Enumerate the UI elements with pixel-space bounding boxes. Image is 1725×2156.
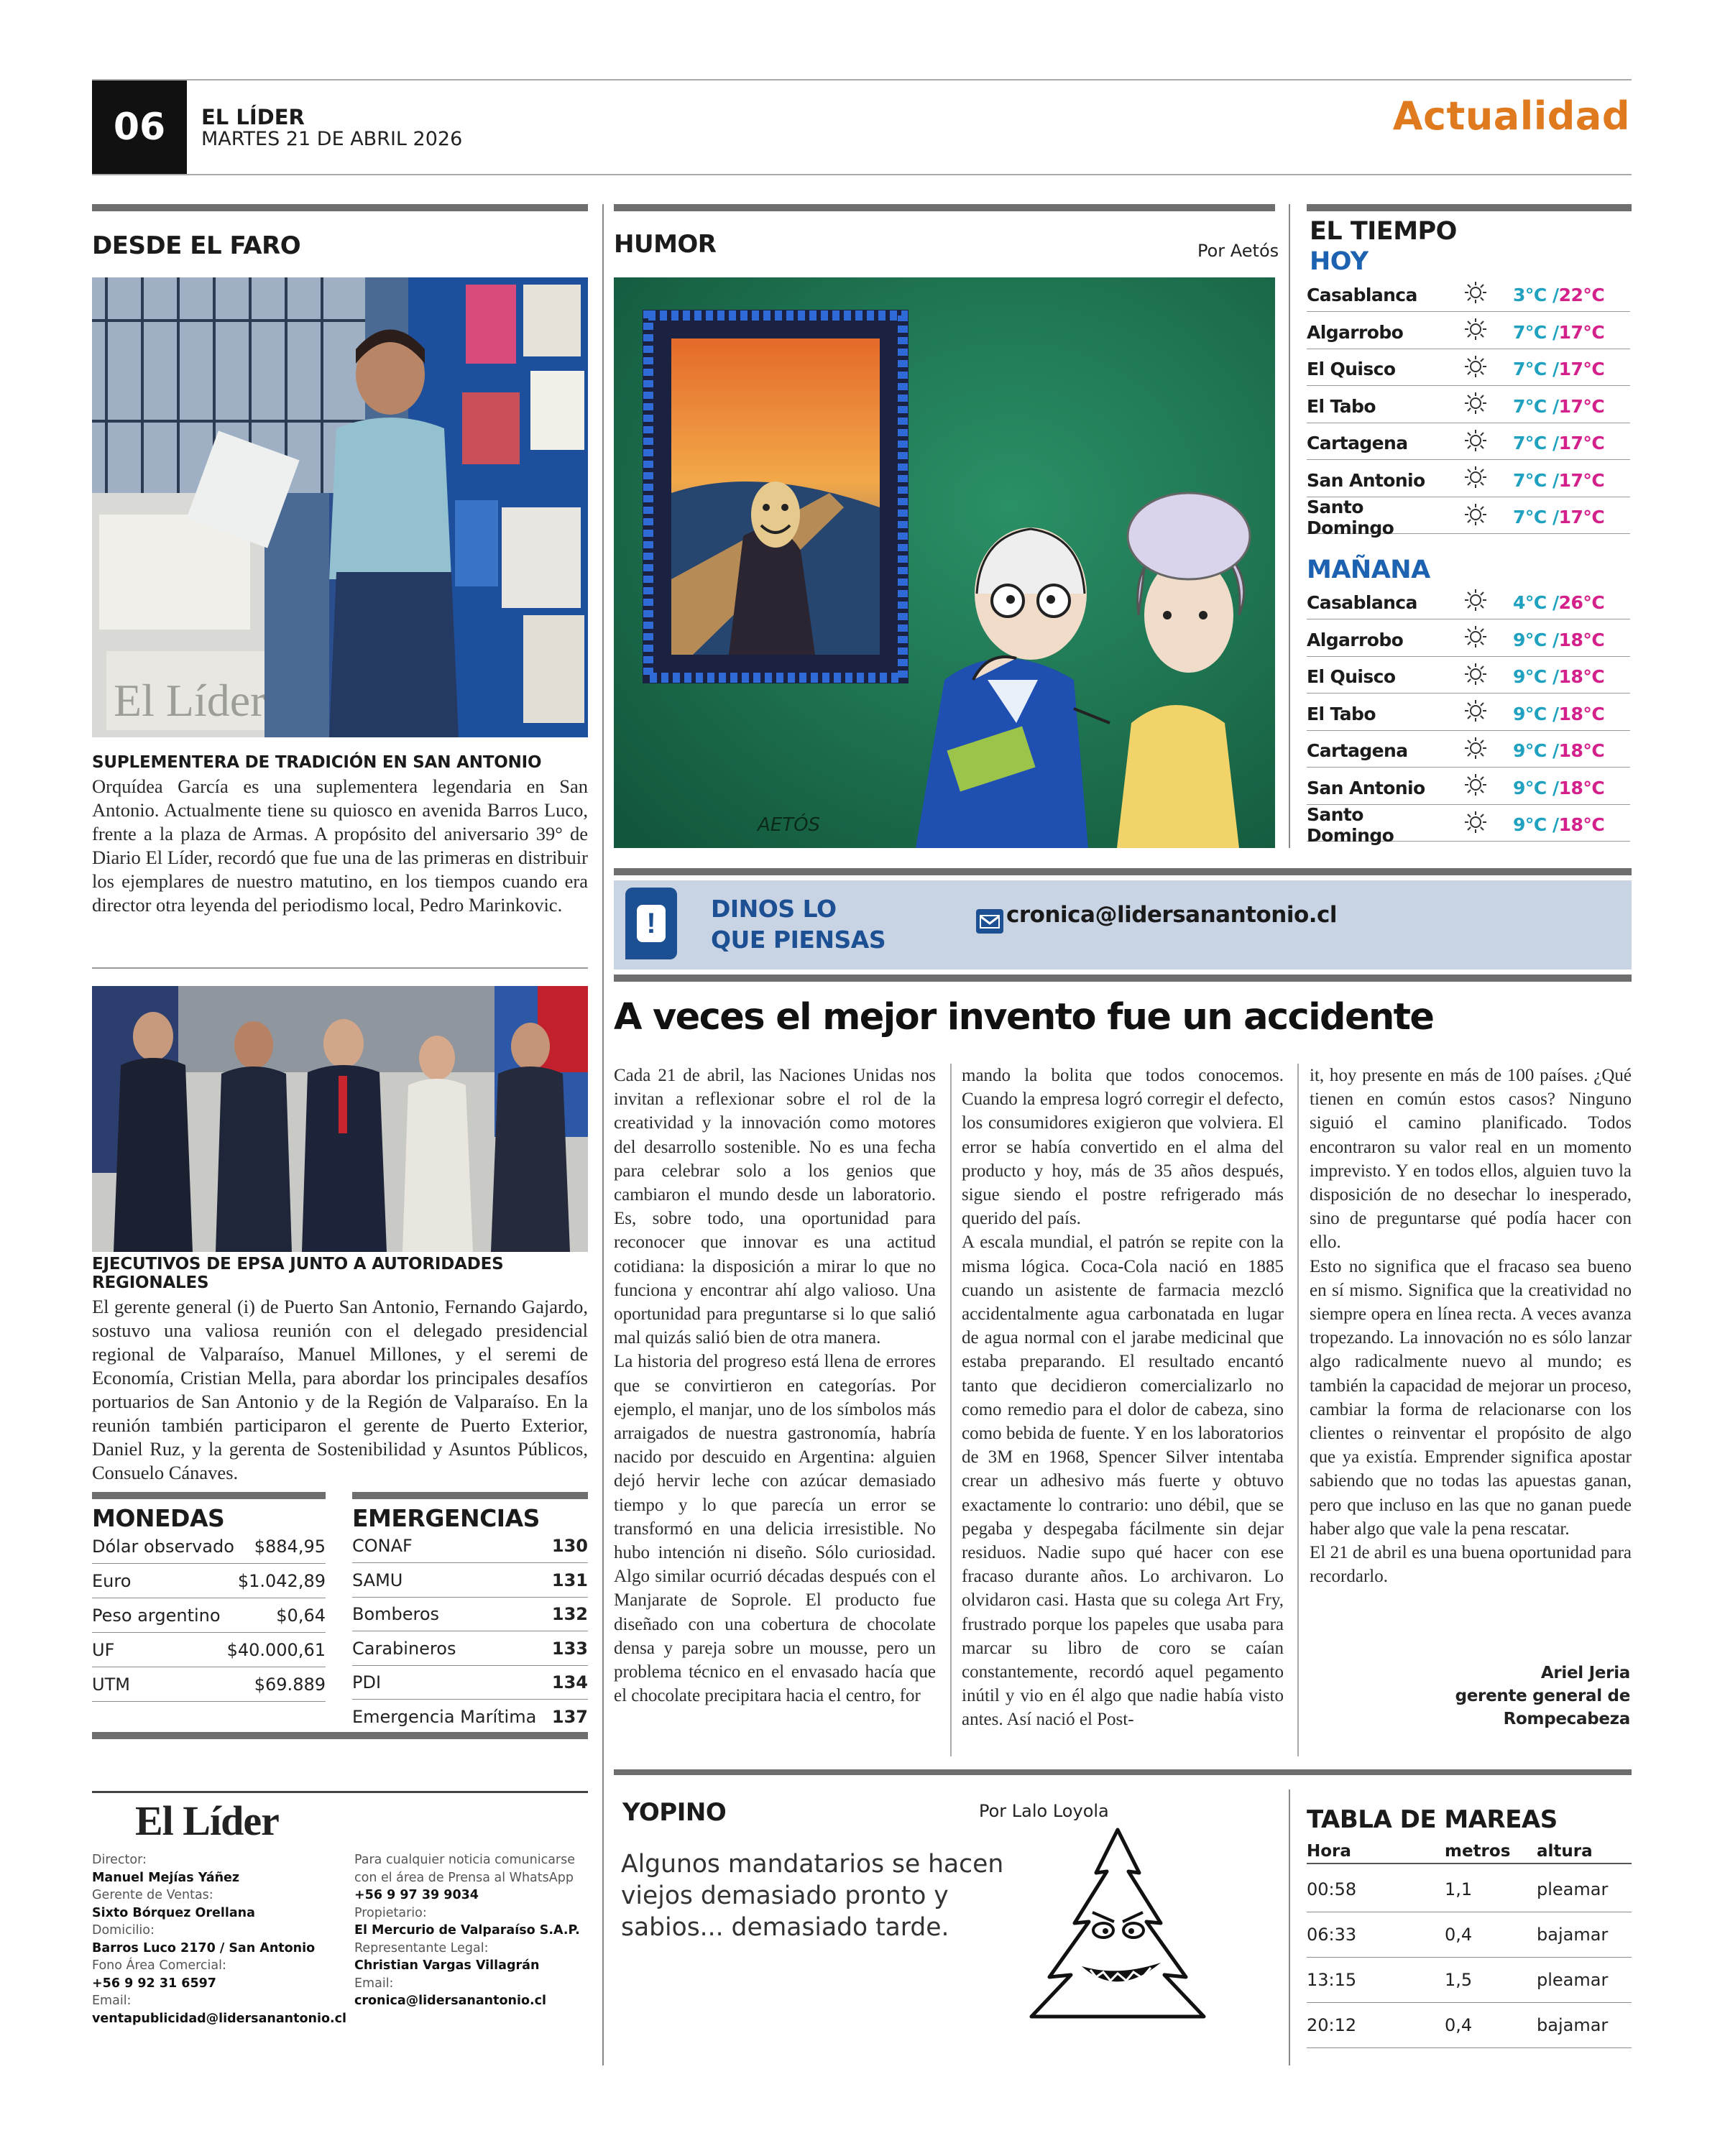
author-role-1: gerente general de xyxy=(1455,1687,1630,1705)
staff-value: cronica@lidersanantonio.cl xyxy=(354,1994,547,2008)
marea-row xyxy=(1307,1912,1632,1958)
temp-min: 9°C xyxy=(1513,629,1547,650)
feedback-email[interactable]: cronica@lidersanantonio.cl xyxy=(1006,902,1338,928)
staff-value: Sixto Bórquez Orellana xyxy=(92,1905,255,1920)
weather-today-label: HOY xyxy=(1310,247,1368,276)
mareas-title: TABLA DE MAREAS xyxy=(1307,1805,1558,1834)
moneda-row xyxy=(92,1529,326,1564)
staff-label: Email: xyxy=(354,1976,394,1991)
emergencia-label: Bomberos xyxy=(352,1604,440,1624)
kiosk-photo xyxy=(92,277,588,737)
emergencia-row xyxy=(352,1666,588,1700)
weather-temp xyxy=(1513,666,1604,687)
weather-temp xyxy=(1513,630,1604,650)
weather-temp xyxy=(1513,778,1604,798)
moneda-row xyxy=(92,1564,326,1598)
author-name: Ariel Jeria xyxy=(1540,1664,1630,1682)
marea-altura: pleamar xyxy=(1537,1879,1609,1899)
staff-label: Gerente de Ventas: xyxy=(92,1888,213,1902)
emergencias-title: EMERGENCIAS xyxy=(352,1504,540,1532)
svg-text:El Líder: El Líder xyxy=(114,675,266,726)
mareas-col-hora: Hora xyxy=(1307,1842,1351,1861)
staff-value: Manuel Mejías Yáñez xyxy=(92,1870,240,1885)
marea-altura: bajamar xyxy=(1537,1925,1609,1945)
weather-city: Algarrobo xyxy=(1307,321,1404,343)
page-number: 06 xyxy=(113,106,166,149)
story2 xyxy=(92,1255,588,1485)
article-col-2: mando la bolita que todos conocemos. Cuando la empresa logró corregir el defecto, los consumidores exigieron que volviera. El error se había convertido en el alma del producto y hoy, más de 35 años después, sigue siendo el postre refrigerado más querido del país. A escala mundial, el patrón se repite con la misma lógica. Coca-Cola nació en 1885 cuando un asistente de farmacia mezcló accidentalmente agua carbonatada en lugar de agua normal con el jarabe medicinal que estaba preparando. El resultado encantó tanto que decidieron comercializarlo no como remedio para el dolor de cabeza, sino como bebida de fuente. Y en los laboratorios de 3M en 1968, Spencer Silver intentaba crear un adhesivo más fuerte y obtuvo exactamente lo contrario: uno débil, que se pegaba y despegaba fácilmente sin dejar residuos. Nadie supo qué hacer con ese fracaso durante años. Lo archivaron. Lo olvidaron casi. Hasta que su colega Art Fry, frustrado porque los papeles que usaba para marcar su libro de coro se caían constantemente, recordó aquel pegamento inútil y vio en él algo que nadie había visto antes. Así nació el Post- xyxy=(962,1066,1284,1730)
temp-separator: / xyxy=(1546,507,1559,528)
weather-today-list xyxy=(1307,279,1632,552)
sun-icon xyxy=(1454,810,1497,840)
moneda-label: UTM xyxy=(92,1674,130,1695)
staff-value: ventapublicidad@lidersanantonio.cl xyxy=(92,2011,347,2026)
mareas-col-altura: altura xyxy=(1537,1842,1593,1861)
article-col-3: it, hoy presente en más de 100 países. ¿Qué tienen en común estos casos? Ninguno siguió el camino planificado. Todos encontraron su valor real en un momento imprevisto. Y en todos ellos, alguien tuvo la disposición de no desechar lo inesperado, sino de preguntarse qué podía hacer con ello. Esto no significa que el fracaso sea bueno en sí mismo. Significa que la creatividad no siempre opera en línea recta. A veces avanza tropezando. La innovación no es sólo lanzar algo radicalmente nuevo al mundo; es también la capacidad de mejorar un proceso, cambiar la forma de relacionarse con los clientes o reinventar el propósito de algo que ya existía. Emprender significa apostar sabiendo que no todas las apuestas ganan, pero que incluso en las que no ganan puede haber algo que vale la pena rescatar. El 21 de abril es una buena oportunidad para recordarlo. xyxy=(1310,1066,1632,1587)
story1-headline: SUPLEMENTERA DE TRADICIÓN EN SAN ANTONIO xyxy=(92,753,542,772)
author-role-2: Rompecabeza xyxy=(1503,1710,1630,1728)
feedback-line1: DINOS LO xyxy=(711,895,837,923)
staff-label: Fono Área Comercial: xyxy=(92,1958,226,1973)
emergencia-number: 134 xyxy=(551,1672,588,1692)
weather-row xyxy=(1307,734,1630,768)
weather-city: El Tabo xyxy=(1307,395,1376,417)
temp-separator: / xyxy=(1546,814,1559,835)
weather-temp xyxy=(1513,507,1604,528)
temp-min: 4°C xyxy=(1513,592,1547,613)
weather-temp xyxy=(1513,396,1604,417)
marea-row xyxy=(1307,2003,1632,2048)
emergencia-label: CONAF xyxy=(352,1536,413,1556)
temp-min: 3°C xyxy=(1513,285,1547,305)
moneda-value: $884,95 xyxy=(254,1536,326,1557)
executives-photo xyxy=(92,986,588,1252)
sun-icon xyxy=(1454,662,1497,692)
sun-icon xyxy=(1454,354,1497,384)
weather-row xyxy=(1307,427,1630,460)
temp-separator: / xyxy=(1546,777,1559,798)
weather-temp xyxy=(1513,322,1604,343)
weather-row xyxy=(1307,803,1630,846)
issue-date: MARTES 21 DE ABRIL 2026 xyxy=(201,128,463,150)
temp-separator: / xyxy=(1546,359,1559,379)
moneda-label: UF xyxy=(92,1639,115,1660)
staff-label: Director: xyxy=(92,1853,147,1867)
weather-row xyxy=(1307,772,1630,805)
temp-max: 17°C xyxy=(1558,507,1605,528)
weather-city: Cartagena xyxy=(1307,740,1408,761)
staff-label: Propietario: xyxy=(354,1905,427,1920)
mareas-col-metros: metros xyxy=(1445,1842,1511,1861)
marea-metros: 0,4 xyxy=(1445,1925,1473,1945)
temp-min: 9°C xyxy=(1513,703,1547,724)
temp-separator: / xyxy=(1546,321,1559,343)
weather-row xyxy=(1307,624,1630,657)
staff-whatsapp: +56 9 97 39 9034 xyxy=(354,1888,479,1902)
temp-separator: / xyxy=(1546,703,1559,724)
weather-row xyxy=(1307,586,1630,619)
emergencia-number: 131 xyxy=(551,1570,588,1590)
weather-city: Casablanca xyxy=(1307,285,1417,305)
temp-max: 18°C xyxy=(1558,777,1605,798)
weather-city: San Antonio xyxy=(1307,777,1425,798)
staff-value: Christian Vargas Villagrán xyxy=(354,1958,540,1973)
feedback-banner xyxy=(614,880,1632,969)
humor-title: HUMOR xyxy=(614,230,717,259)
weather-temp xyxy=(1513,470,1604,491)
staff-value: Barros Luco 2170 / San Antonio xyxy=(92,1940,316,1955)
weather-city: Santo Domingo xyxy=(1307,496,1394,538)
emergencia-label: Carabineros xyxy=(352,1638,456,1659)
marea-altura: bajamar xyxy=(1537,2015,1609,2035)
sun-icon xyxy=(1454,699,1497,729)
email-icon xyxy=(976,909,1003,934)
temp-min: 7°C xyxy=(1513,469,1547,491)
moneda-label: Peso argentino xyxy=(92,1605,221,1626)
yopino-title: YOPINO xyxy=(622,1798,727,1827)
humor-cartoon xyxy=(614,277,1275,848)
marea-metros: 1,1 xyxy=(1445,1879,1473,1899)
story2-text: El gerente general (i) de Puerto San Antonio, Fernando Gajardo, sostuvo una valiosa reunión con el delegado presidencial regional de Valparaíso, Manuel Millones, y el seremi de Economía, Cristian Mella, para abordar los principales desafíos portuarios de San Antonio y de la Región de Valparaíso. En la reunión también participaron el gerente de Puerto Exterior, Daniel Ruz, y la gerenta de Sostenibilidad y Asuntos Públicos, Consuelo Cánaves. xyxy=(92,1296,588,1483)
staff-intro-1: Para cualquier noticia comunicarse xyxy=(354,1853,575,1867)
staff-intro-2: con el área de Prensa al WhatsApp xyxy=(354,1870,574,1885)
sun-icon xyxy=(1454,280,1497,310)
sun-icon xyxy=(1454,588,1497,618)
masthead-logo: El Líder xyxy=(135,1797,279,1844)
emergencia-number: 130 xyxy=(551,1536,588,1556)
temp-max: 18°C xyxy=(1558,814,1605,835)
moneda-label: Dólar observado xyxy=(92,1536,234,1557)
moneda-value: $69.889 xyxy=(254,1674,326,1695)
weather-row xyxy=(1307,464,1630,497)
temp-separator: / xyxy=(1546,629,1559,650)
story1-text: Orquídea García es una suplementera legendaria en San Antonio. Actualmente tiene su quiosco en avenida Barros Luco, frente a la plaza de Armas. A propósito del aniversario 39° de Diario El Líder, recordó que fue una de las primeras en distribuir los ejemplares de nuestro matutino, en los tiempos cuando era director otra leyenda del periodismo local, Pedro Marinkovic. xyxy=(92,775,588,916)
weather-row xyxy=(1307,390,1630,423)
temp-min: 9°C xyxy=(1513,814,1547,835)
temp-max: 17°C xyxy=(1558,395,1605,417)
weather-city: Cartagena xyxy=(1307,433,1408,453)
temp-min: 9°C xyxy=(1513,777,1547,798)
temp-min: 7°C xyxy=(1513,359,1547,379)
temp-separator: / xyxy=(1546,433,1559,453)
temp-min: 7°C xyxy=(1513,395,1547,417)
weather-temp xyxy=(1513,433,1604,453)
temp-min: 7°C xyxy=(1513,507,1547,528)
paper-name: EL LÍDER xyxy=(201,105,305,129)
weather-row xyxy=(1307,698,1630,731)
temp-min: 7°C xyxy=(1513,321,1547,343)
weather-row xyxy=(1307,496,1630,538)
weather-temp xyxy=(1513,285,1604,305)
moneda-value: $0,64 xyxy=(276,1605,326,1626)
weather-temp xyxy=(1513,814,1604,835)
temp-max: 22°C xyxy=(1558,285,1605,305)
weather-city: El Tabo xyxy=(1307,703,1376,724)
weather-temp xyxy=(1513,592,1604,613)
weather-city: San Antonio xyxy=(1307,469,1425,491)
yopino-author: Por Lalo Loyola xyxy=(979,1801,1109,1821)
sun-icon xyxy=(1454,428,1497,459)
weather-row xyxy=(1307,660,1630,694)
article-author xyxy=(1455,1662,1630,1731)
desde-el-faro-title: DESDE EL FARO xyxy=(92,231,301,260)
temp-max: 17°C xyxy=(1558,359,1605,379)
temp-separator: / xyxy=(1546,469,1559,491)
emergencia-label: PDI xyxy=(352,1672,382,1692)
weather-tomorrow-list xyxy=(1307,586,1632,860)
temp-min: 9°C xyxy=(1513,740,1547,761)
story2-headline: EJECUTIVOS DE EPSA JUNTO A AUTORIDADES REGIONALES xyxy=(92,1255,504,1292)
exclamation-icon: ! xyxy=(637,905,666,942)
sun-icon xyxy=(1454,465,1497,495)
section-title: Actualidad xyxy=(1392,93,1630,139)
staff-label: Domicilio: xyxy=(92,1923,155,1938)
emergencia-row xyxy=(352,1529,588,1563)
temp-max: 17°C xyxy=(1558,321,1605,343)
staff-value: +56 9 92 31 6597 xyxy=(92,1976,216,1991)
sun-icon xyxy=(1454,773,1497,803)
staff-label: Representante Legal: xyxy=(354,1940,489,1955)
moneda-value: $40.000,61 xyxy=(226,1639,326,1660)
feedback-line2: QUE PIENSAS xyxy=(711,926,886,954)
pine-tree-drawing xyxy=(1010,1823,1225,2031)
staff-left xyxy=(92,1851,347,2027)
emergencia-row xyxy=(352,1632,588,1666)
marea-hora: 20:12 xyxy=(1307,2015,1357,2035)
sun-icon xyxy=(1454,317,1497,347)
temp-max: 17°C xyxy=(1558,469,1605,491)
marea-row xyxy=(1307,1867,1632,1912)
marea-metros: 1,5 xyxy=(1445,1970,1473,1990)
moneda-value: $1.042,89 xyxy=(237,1570,326,1591)
temp-max: 18°C xyxy=(1558,740,1605,761)
emergencia-row xyxy=(352,1598,588,1631)
temp-max: 26°C xyxy=(1558,592,1605,613)
weather-city: Santo Domingo xyxy=(1307,803,1394,846)
sun-icon xyxy=(1454,502,1497,533)
weather-city: Algarrobo xyxy=(1307,629,1404,650)
sun-icon xyxy=(1454,736,1497,766)
article-col-1: Cada 21 de abril, las Naciones Unidas nos invitan a reflexionar sobre el rol de la creatividad y la innovación como motores del desarrollo sostenible. No es una fecha para celebrar solo a los genios que cambiaron el mundo desde un laboratorio. Es, sobre todo, una oportunidad para reconocer que innovar es una actitud cotidiana: la disposición a mirar lo que no funciona y encontrar ahí algo valioso. Una oportunidad para preguntarse si lo que salió mal quizás salió bien de otra manera. La historia del progreso está llena de errores que se convirtieron en categorías. Por ejemplo, el manjar, uno de los símbolos más arraigados de nuestra gastronomía, habría nacido por descuido en Argentina: alguien dejó hervir leche con azúcar demasiado tiempo y lo que parecía un error se transformó en una delicia irresistible. No hubo intención ni diseño. Sólo curiosidad. Algo similar ocurrió décadas después con el Manjarate de Soprole. El producto fue diseñado con una cobertura de chocolate densa y pareja sobre un mousse, pero un problema técnico en el envasado hacía que el chocolate precipitara hacia el centro, for xyxy=(614,1066,936,1706)
staff-value: El Mercurio de Valparaíso S.A.P. xyxy=(354,1923,580,1938)
weather-city: Casablanca xyxy=(1307,592,1417,613)
temp-separator: / xyxy=(1546,395,1559,417)
temp-max: 18°C xyxy=(1558,703,1605,724)
mareas-header-row xyxy=(1307,1840,1632,1864)
emergencia-number: 132 xyxy=(551,1604,588,1624)
marea-metros: 0,4 xyxy=(1445,2015,1473,2035)
emergencia-label: SAMU xyxy=(352,1570,403,1590)
marea-hora: 00:58 xyxy=(1307,1879,1357,1899)
sun-icon xyxy=(1454,625,1497,655)
staff-right xyxy=(354,1851,592,2010)
sun-icon xyxy=(1454,391,1497,421)
feedback-badge xyxy=(625,888,677,959)
moneda-row xyxy=(92,1667,326,1702)
temp-max: 18°C xyxy=(1558,666,1605,687)
temp-min: 7°C xyxy=(1513,433,1547,453)
staff-label: Email: xyxy=(92,1994,132,2008)
weather-city: El Quisco xyxy=(1307,666,1396,687)
weather-title: EL TIEMPO xyxy=(1310,217,1457,246)
emergencia-label: Emergencia Marítima xyxy=(352,1706,537,1727)
humor-author: Por Aetós xyxy=(1197,241,1279,261)
marea-altura: pleamar xyxy=(1537,1970,1609,1990)
cartoon-signature: AETÓS xyxy=(758,814,821,836)
emergencia-number: 137 xyxy=(551,1706,588,1727)
weather-temp xyxy=(1513,740,1604,761)
temp-max: 18°C xyxy=(1558,629,1605,650)
marea-hora: 06:33 xyxy=(1307,1925,1357,1945)
weather-temp xyxy=(1513,359,1604,379)
weather-row xyxy=(1307,316,1630,349)
marea-row xyxy=(1307,1958,1632,2003)
temp-separator: / xyxy=(1546,740,1559,761)
weather-row xyxy=(1307,279,1630,312)
weather-row xyxy=(1307,353,1630,386)
temp-separator: / xyxy=(1546,666,1559,687)
weather-tomorrow-label: MAÑANA xyxy=(1307,556,1430,584)
story1 xyxy=(92,753,588,917)
emergencia-number: 133 xyxy=(551,1638,588,1659)
temp-max: 17°C xyxy=(1558,433,1605,453)
marea-hora: 13:15 xyxy=(1307,1970,1357,1990)
page-number-box xyxy=(92,80,187,174)
weather-temp xyxy=(1513,704,1604,724)
monedas-title: MONEDAS xyxy=(92,1504,225,1532)
emergencia-row xyxy=(352,1564,588,1598)
moneda-label: Euro xyxy=(92,1570,132,1591)
moneda-row xyxy=(92,1633,326,1667)
moneda-row xyxy=(92,1598,326,1633)
temp-separator: / xyxy=(1546,592,1559,613)
temp-min: 9°C xyxy=(1513,666,1547,687)
temp-separator: / xyxy=(1546,285,1559,305)
yopino-quote: Algunos mandatarios se hacen viejos demasiado pronto y sabios... demasiado tarde. xyxy=(621,1850,1004,1942)
weather-city: El Quisco xyxy=(1307,359,1396,379)
article-title: A veces el mejor invento fue un accidente xyxy=(614,996,1434,1038)
emergencia-row xyxy=(352,1700,588,1734)
